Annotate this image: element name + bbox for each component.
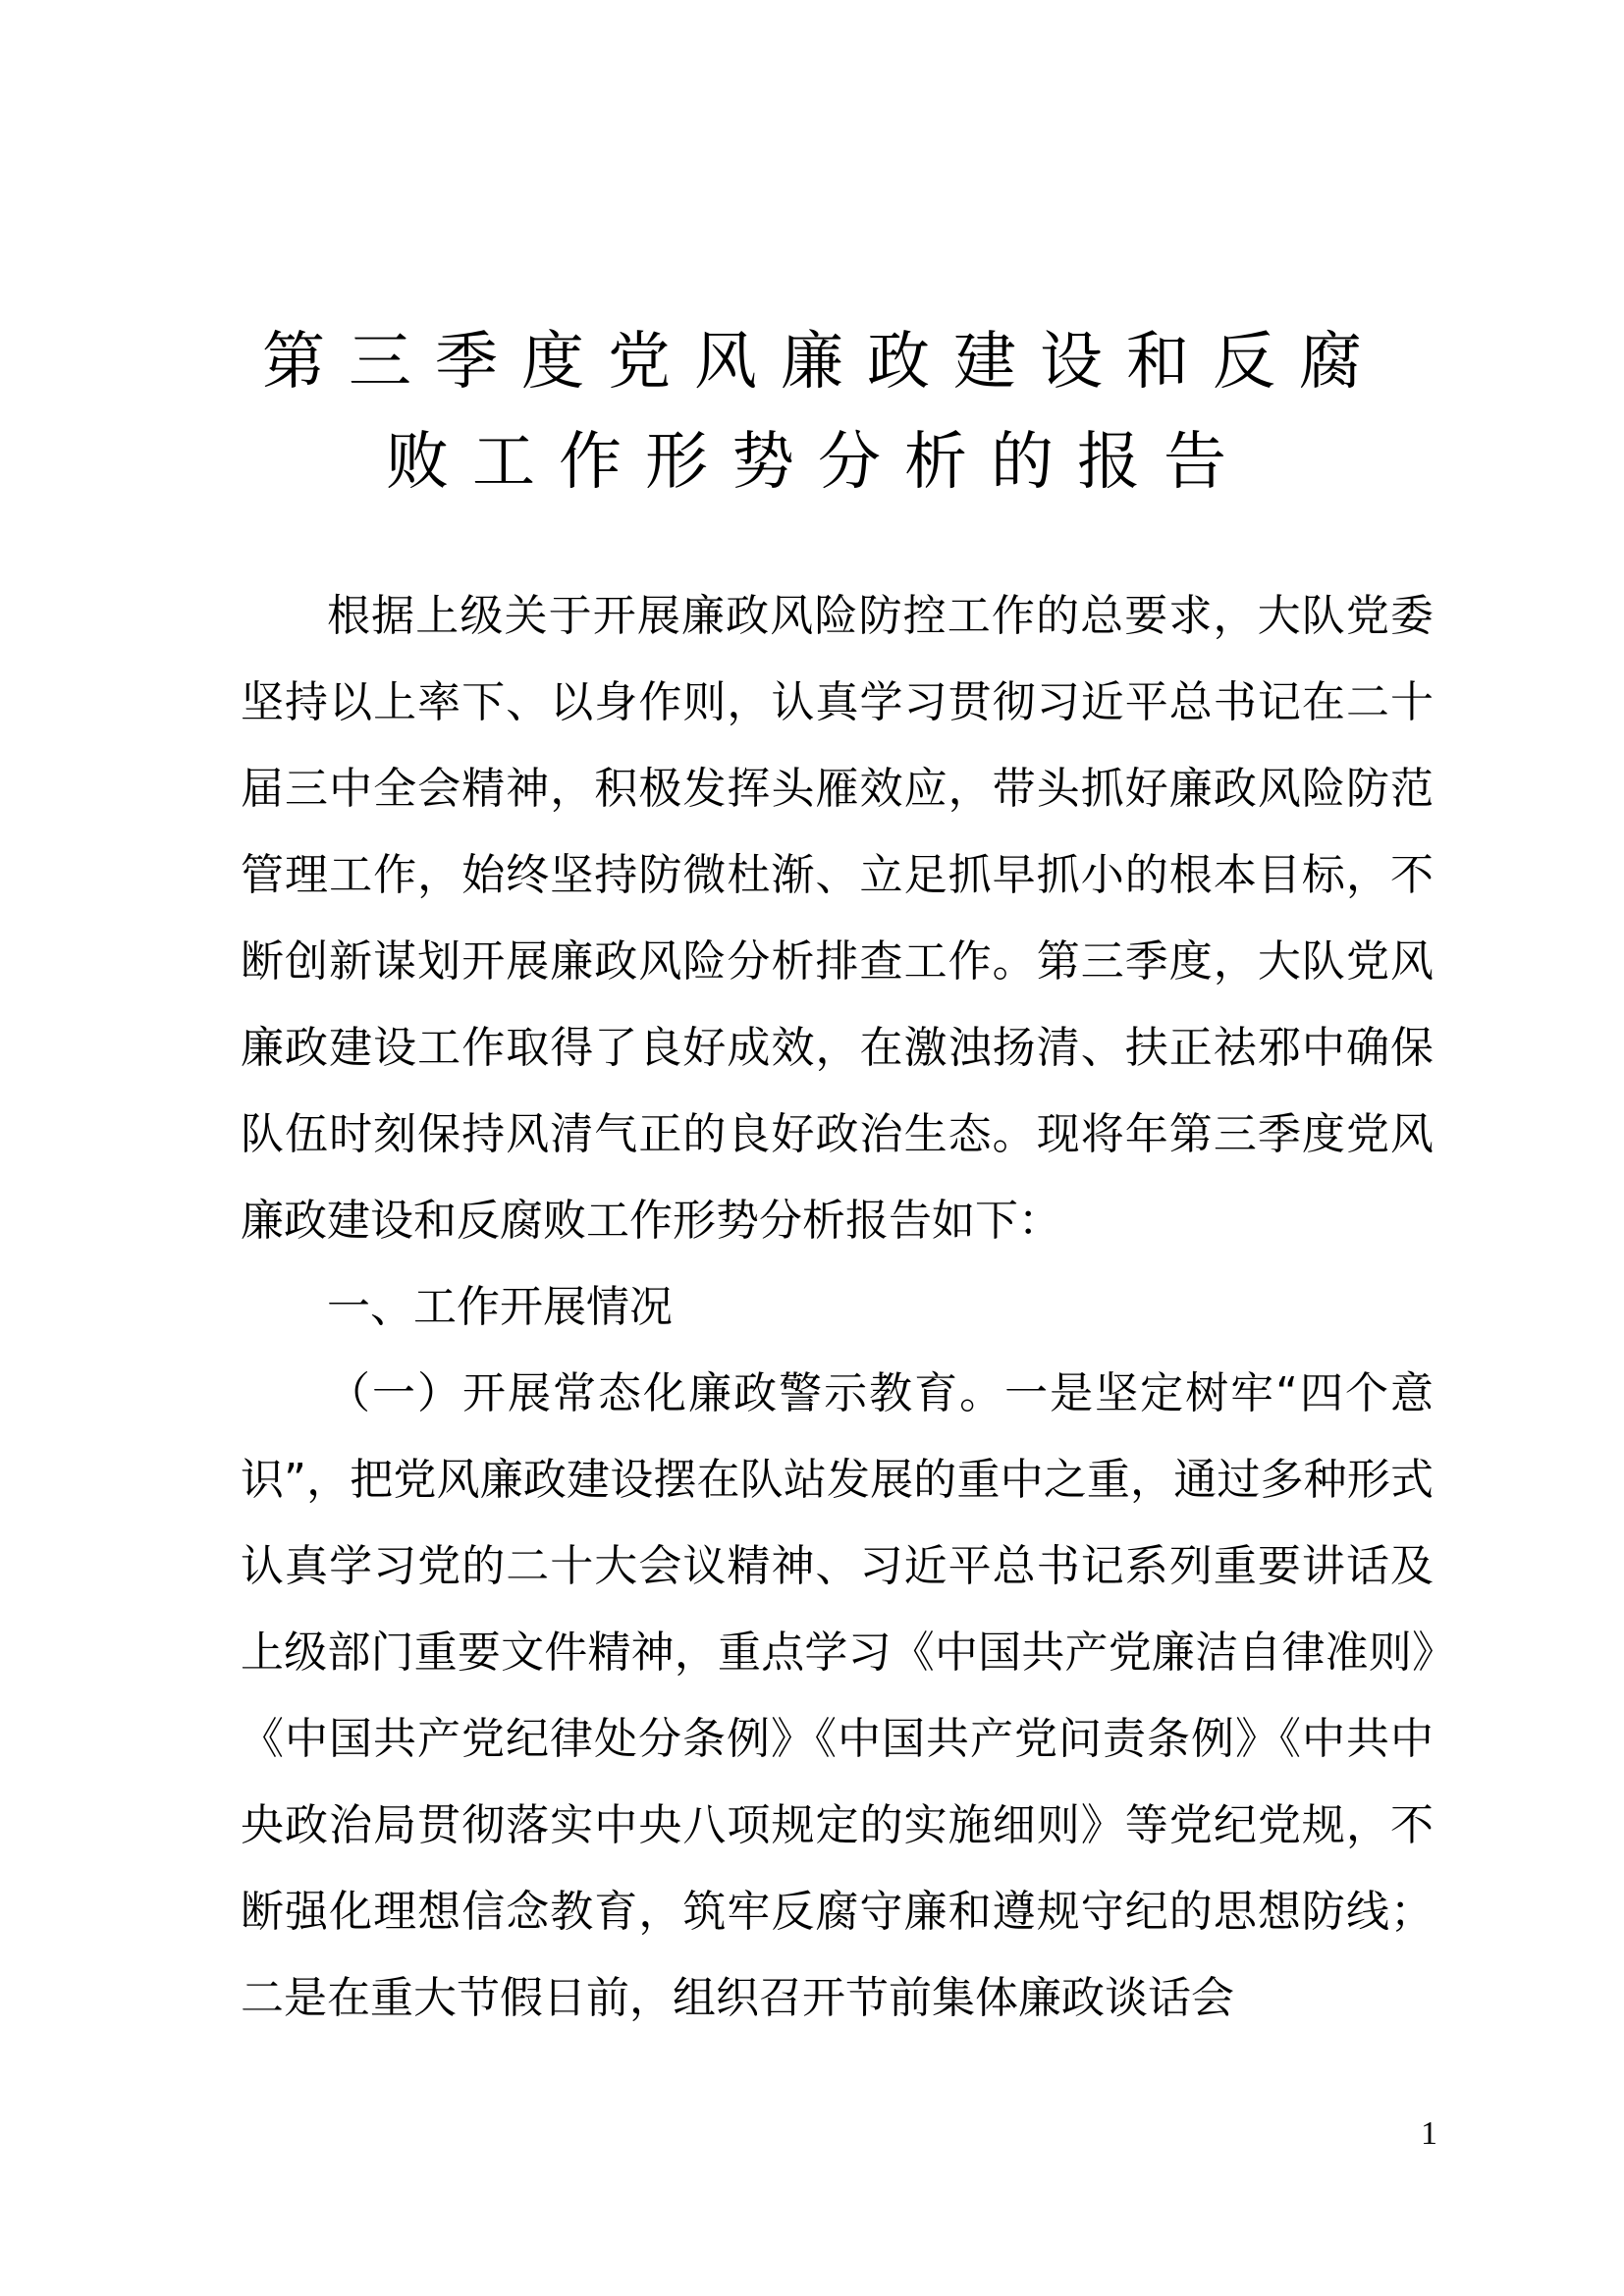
document-body — [241, 573, 1434, 2042]
title-line-1: 第三季度党风廉政建设和反腐 — [262, 326, 1385, 399]
subsection-paragraph: （一）开展常态化廉政警示教育。一是坚定树牢“四个意识”，把党风廉政建设摆在队站发展的重中之重，通过多种形式认真学习党的二十大会议精神、习近平总书记系列重要讲话及上级部门重要文件精神，重点学习《中国共产党廉洁自律准则》《中国共产党纪律处分条例》《中国共产党问责条例》《中共中央政治局贯彻落实中央八项规定的实施细则》等党纪党规，不断强化理想信念教育，筑牢反腐守廉和遵规守纪的思想防线；二是在重大节假日前，组织召开节前集体廉政谈话会 — [241, 1368, 1434, 2023]
title-line-2: 败工作形势分析的报告 — [386, 426, 1250, 499]
document-title — [0, 312, 1624, 512]
page-number: 1 — [1421, 2115, 1437, 2152]
intro-paragraph: 根据上级关于开展廉政风险防控工作的总要求，大队党委坚持以上率下、以身作则，认真学习贯彻习近平总书记在二十届三中全会精神，积极发挥头雁效应，带头抓好廉政风险防范管理工作，始终坚持防微杜渐、立足抓早抓小的根本目标，不断创新谋划开展廉政风险分析排查工作。第三季度，大队党风廉政建设工作取得了良好成效，在激浊扬清、扶正祛邪中确保队伍时刻保持风清气正的良好政治生态。现将年第三季度党风廉政建设和反腐败工作形势分析报告如下： — [241, 591, 1434, 1246]
section-heading: 一、工作开展情况 — [327, 1282, 673, 1332]
